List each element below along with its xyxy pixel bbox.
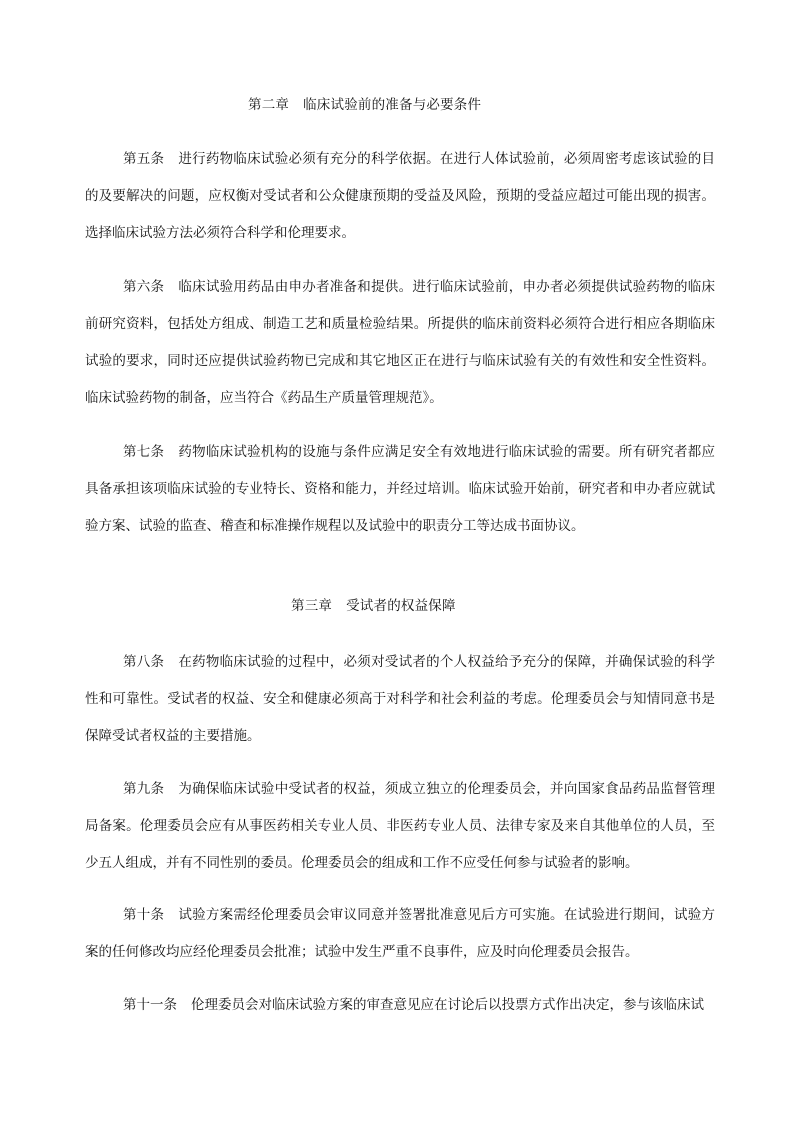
article-number: 第十条	[123, 907, 165, 923]
article-paragraph	[85, 987, 715, 1024]
article-text: 为确保临床试验中受试者的权益，须成立独立的伦理委员会，并向国家食品药品监督管理局备案。伦理委员会应有从事医药相关专业人员、非医药专业人员、法律专家及来自其他单位的人员，至少五人组成，并有不同性别的委员。伦理委员会的组成和工作不应受任何参与试验者的影响。	[85, 781, 716, 871]
article-number: 第九条	[123, 781, 165, 797]
article-paragraph	[85, 434, 715, 545]
article-text: 临床试验用药品由申办者准备和提供。进行临床试验前，申办者必须提供试验药物的临床前研究资料，包括处方组成、制造工艺和质量检验结果。所提供的临床前资料必须符合进行相应各期临床试验的要求，同时还应提供试验药物已完成和其它地区正在进行与临床试验有关的有效性和安全性资料。临床试验药物的制备，应当符合《药品生产质量管理规范》。	[85, 279, 716, 406]
article-text: 药物临床试验机构的设施与条件应满足安全有效地进行临床试验的需要。所有研究者都应具备承担该项临床试验的专业特长、资格和能力，并经过培训。临床试验开始前，研究者和申办者应就试验方案、试验的监查、稽查和标准操作规程以及试验中的职责分工等达成书面协议。	[85, 444, 716, 534]
chapter-heading	[291, 597, 456, 615]
chapter-title: 受试者的权益保障	[346, 598, 456, 614]
article-text: 伦理委员会对临床试验方案的审查意见应在讨论后以投票方式作出决定，参与该临床试	[191, 997, 704, 1013]
article-paragraph	[85, 771, 715, 882]
article-paragraph	[85, 141, 715, 252]
article-number: 第八条	[123, 654, 165, 670]
article-number: 第五条	[123, 151, 165, 167]
chapter-number: 第三章	[291, 598, 333, 614]
article-paragraph	[85, 269, 715, 417]
article-number: 第十一条	[123, 997, 177, 1013]
article-number: 第七条	[123, 444, 165, 460]
article-number: 第六条	[123, 279, 165, 295]
article-paragraph	[85, 644, 715, 755]
article-text: 进行药物临床试验必须有充分的科学依据。在进行人体试验前，必须周密考虑该试验的目的及要解决的问题，应权衡对受试者和公众健康预期的受益及风险，预期的受益应超过可能出现的损害。选择临床试验方法必须符合科学和伦理要求。	[85, 151, 716, 241]
chapter-heading	[248, 96, 481, 114]
article-text: 在药物临床试验的过程中，必须对受试者的个人权益给予充分的保障，并确保试验的科学性和可靠性。受试者的权益、安全和健康必须高于对科学和社会利益的考虑。伦理委员会与知情同意书是保障受试者权益的主要措施。	[85, 654, 716, 744]
article-paragraph	[85, 897, 715, 971]
chapter-title: 临床试验前的准备与必要条件	[303, 97, 482, 113]
chapter-number: 第二章	[248, 97, 290, 113]
article-text: 试验方案需经伦理委员会审议同意并签署批准意见后方可实施。在试验进行期间，试验方案的任何修改均应经伦理委员会批准；试验中发生严重不良事件，应及时向伦理委员会报告。	[85, 907, 716, 960]
